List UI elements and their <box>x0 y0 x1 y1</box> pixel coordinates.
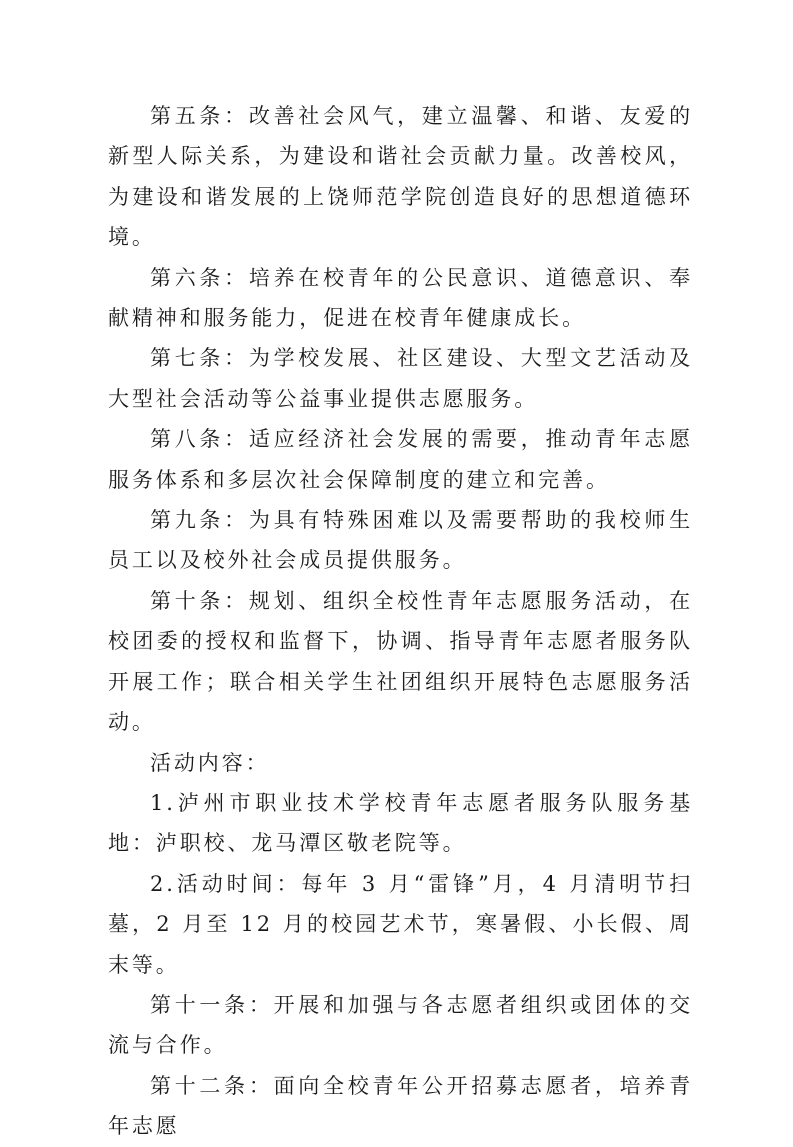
paragraph-article-10: 第十条：规划、组织全校性青年志愿服务活动，在校团委的授权和监督下，协调、指导青年志愿者服务队开展工作；联合相关学生社团组织开展特色志愿服务活动。 <box>108 588 693 735</box>
paragraph-article-9: 第九条：为具有特殊困难以及需要帮助的我校师生员工以及校外社会成员提供服务。 <box>108 508 693 573</box>
paragraph-activity-item-1: 1.泸州市职业技术学校青年志愿者服务队服务基地：泸职校、龙马潭区敬老院等。 <box>108 790 693 856</box>
paragraph-activity-item-2: 2.活动时间：每年 3 月“雷锋”月，4 月清明节扫墓，2 月至 12 月的校园艺术节，寒暑假、小长假、周末等。 <box>108 871 693 977</box>
paragraph-article-12: 第十二条：面向全校青年公开招募志愿者，培养青年志愿 <box>108 1073 693 1139</box>
document-body <box>108 96 693 1147</box>
paragraph-article-7: 第七条：为学校发展、社区建设、大型文艺活动及大型社会活动等公益事业提供志愿服务。 <box>108 346 693 411</box>
paragraph-article-5: 第五条：改善社会风气，建立温馨、和谐、友爱的新型人际关系，为建设和谐社会贡献力量。改善校风，为建设和谐发展的上饶师范学院创造良好的思想道德环境。 <box>108 104 693 250</box>
paragraph-article-11: 第十一条：开展和加强与各志愿者组织或团体的交流与合作。 <box>108 992 693 1058</box>
paragraph-article-8: 第八条：适应经济社会发展的需要，推动青年志愿服务体系和多层次社会保障制度的建立和完善。 <box>108 427 693 492</box>
paragraph-article-6: 第六条：培养在校青年的公民意识、道德意识、奉献精神和服务能力，促进在校青年健康成长。 <box>108 265 693 331</box>
paragraph-activity-heading: 活动内容： <box>150 750 270 775</box>
